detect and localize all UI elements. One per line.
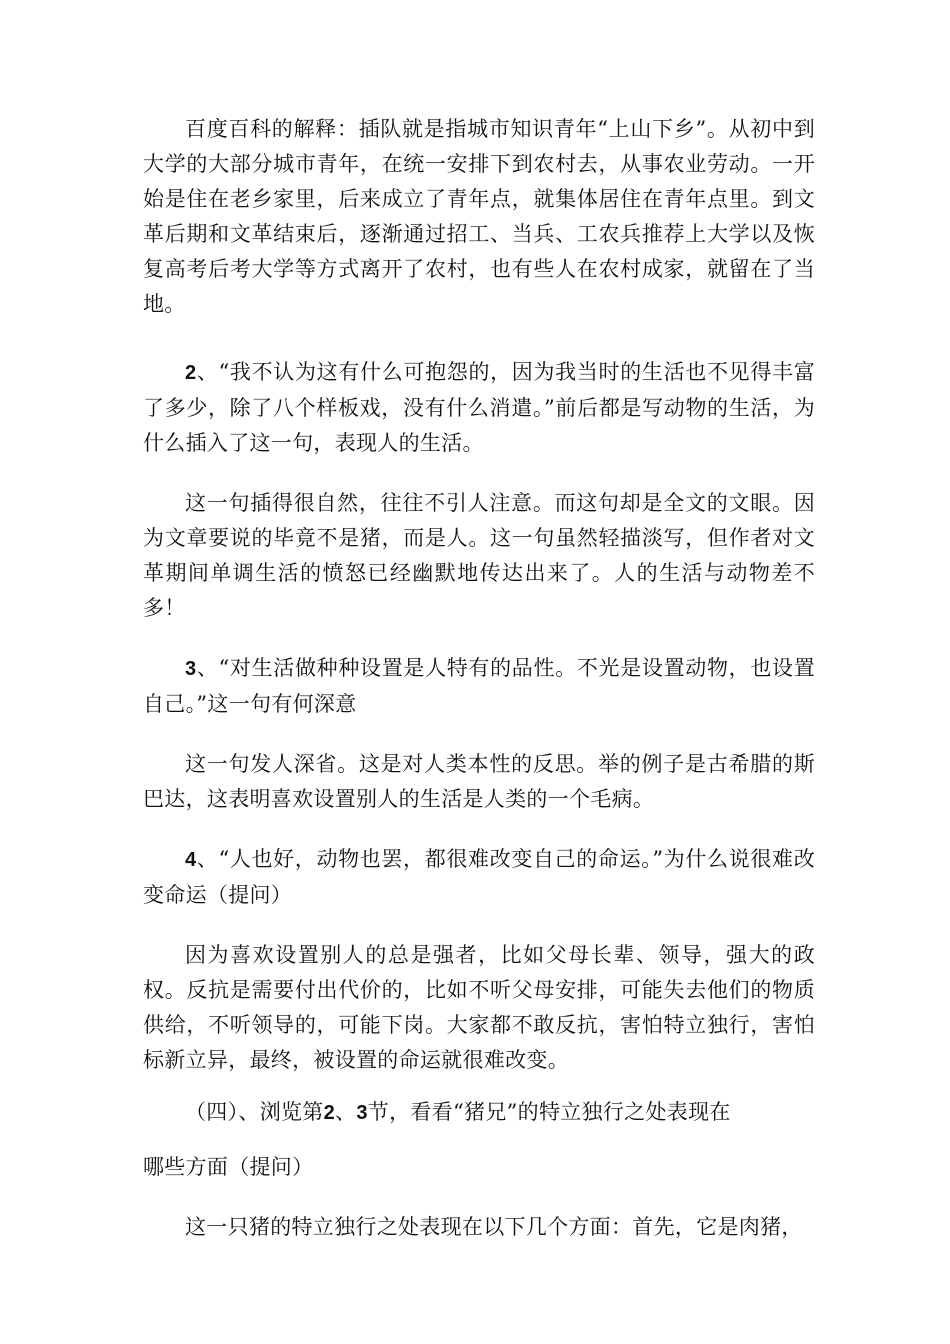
question-text: 、“我不认为这有什么可抱怨的，因为我当时的生活也不见得丰富了多少，除了八个样板戏，没有什么消遣。”前后都是写动物的生活，为什么插入了这一句，表现人的生活。 <box>143 360 815 455</box>
question-2 <box>143 355 815 461</box>
question-4 <box>143 842 815 913</box>
answer-4: 因为喜欢设置别人的总是强者，比如父母长辈、领导，强大的政权。反抗是需要付出代价的，比如不听父母安排，可能失去他们的物质供给，不听领导的，可能下岗。大家都不敢反抗，害怕特立独行，害怕标新立异，最终，被设置的命运就很难改变。 <box>143 943 815 1072</box>
answer-3: 这一句发人深省。这是对人类本性的反思。举的例子是古希腊的斯巴达，这表明喜欢设置别人的生活是人类的一个毛病。 <box>143 752 815 811</box>
section-number-a: 2 <box>323 1102 336 1124</box>
question-text: 、“对生活做种种设置是人特有的品性。不光是设置动物，也设置自己。”这一句有何深意 <box>143 656 815 716</box>
answer-5: 这一只猪的特立独行之处表现在以下几个方面：首先，它是肉猪， <box>185 1215 803 1239</box>
section-number-b: 3 <box>356 1102 368 1124</box>
question-text: 、“人也好，动物也罢，都很难改变自己的命运。”为什么说很难改变命运（提问） <box>143 847 815 907</box>
section-prefix: （四）、浏览第 <box>185 1100 324 1124</box>
section-4-heading <box>143 1095 815 1131</box>
document-page <box>143 112 815 1245</box>
section-separator: 、 <box>335 1100 357 1124</box>
section-4-heading-line2: 哪些方面（提问） <box>143 1155 314 1179</box>
question-3 <box>143 651 815 722</box>
paragraph-definition: 百度百科的解释：插队就是指城市知识青年“上山下乡”。从初中到大学的大部分城市青年，在统一安排下到农村去，从事农业劳动。一开始是住在老乡家里，后来成立了青年点，就集体居住在青年点里。到文革后期和文革结束后，逐渐通过招工、当兵、工农兵推荐上大学以及恢复高考后考大学等方式离开了农村，也有些人在农村成家，就留在了当地。 <box>143 117 815 316</box>
question-number: 2 <box>185 362 197 384</box>
question-number: 3 <box>185 658 197 680</box>
question-number: 4 <box>185 849 197 871</box>
answer-2: 这一句插得很自然，往往不引人注意。而这句却是全文的文眼。因为文章要说的毕竟不是猪，而是人。这一句虽然轻描淡写，但作者对文革期间单调生活的愤怒已经幽默地传达出来了。人的生活与动物差不多！ <box>143 491 815 620</box>
section-suffix: 节，看看“猪兄”的特立独行之处表现在 <box>367 1100 731 1124</box>
